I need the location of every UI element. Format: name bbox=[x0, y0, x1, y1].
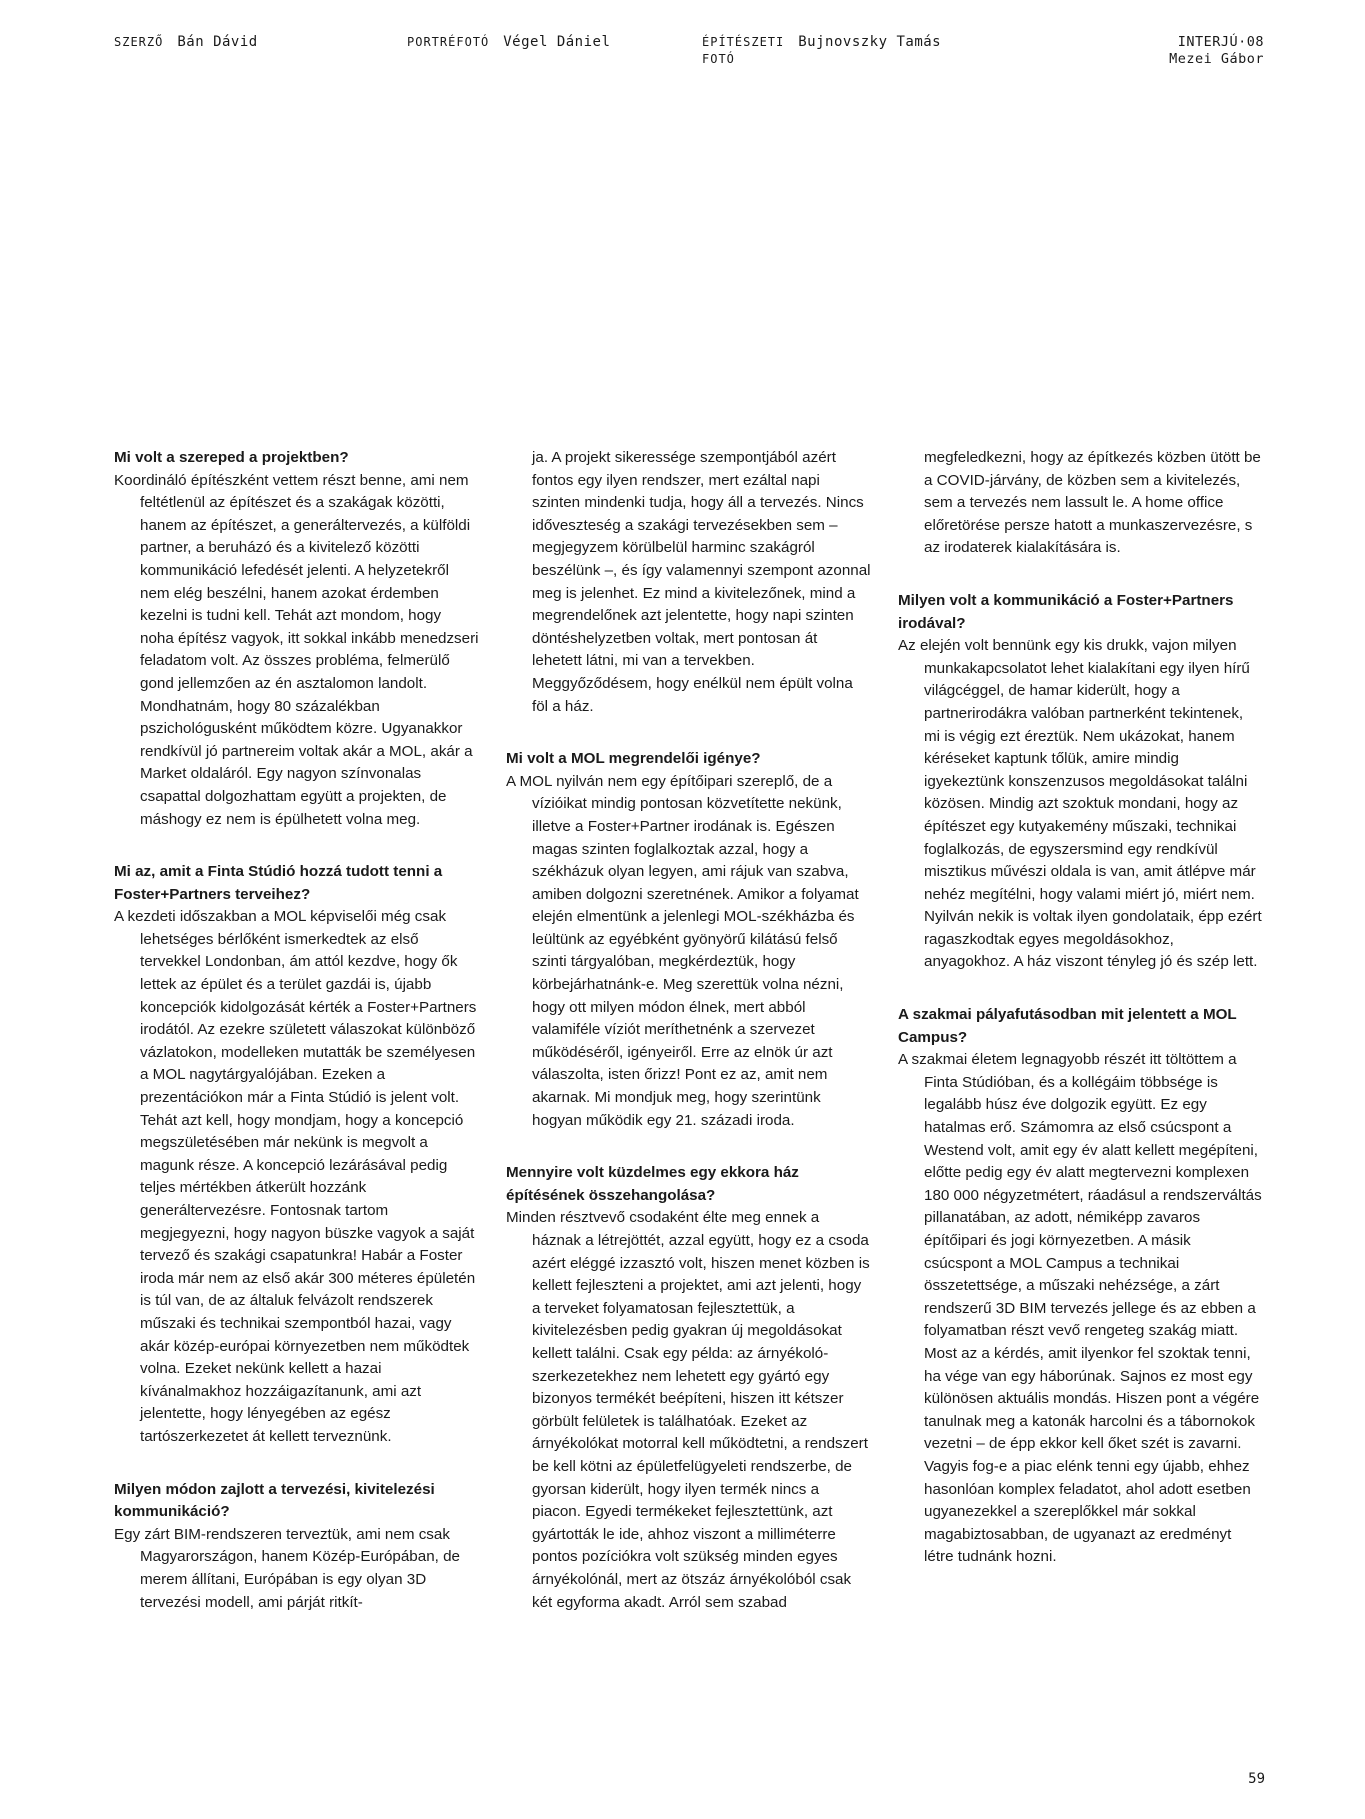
portrait-name: Végel Dániel bbox=[503, 34, 611, 50]
page-number: 59 bbox=[1248, 1771, 1265, 1787]
question-heading: Mi az, amit a Finta Stúdió hozzá tudott tenni a Foster+Partners terveihez? bbox=[114, 863, 443, 903]
answer-paragraph: Egy zárt BIM-rendszeren terveztük, ami nem csak Magyarországon, hanem Közép-Európában, de merem állítani, Európában is egy olyan 3D tervezési modell, ami párját ritkít- bbox=[114, 1525, 460, 1611]
text-column-2 bbox=[506, 447, 871, 1614]
portrait-credit bbox=[407, 34, 610, 51]
question-heading: Milyen volt a kommunikáció a Foster+Partners irodával? bbox=[898, 591, 1234, 632]
question-heading: Mi volt a MOL megrendelői igénye? bbox=[506, 750, 761, 768]
question-heading: Mi volt a szereped a projektben? bbox=[114, 449, 349, 466]
text-column-3 bbox=[898, 447, 1263, 1569]
architecture-photo-label bbox=[702, 34, 784, 68]
answer-paragraph: Minden résztvevő csodaként élte meg ennek a háznak a létrejöttét, azzal együtt, hogy ez a csoda azért eléggé izzasztó volt, hiszen menet közben is kellett fejleszteni a projektet, ami azt jelenti, hogy a terveket folyamatosan fejlesztettük, a kivitelezésben pedig gyakran új megoldásokat kellett találni. Csak egy példa: az árnyékoló-szerkezetekhez nem lehetett egy gyártó egy bizonyos termékét beépíteni, hiszen itt kétszer görbült felületek is találhatóak. Ezeket az árnyékolókat motorral kell működtetni, a rendszert be kell kötni az épületfelügyeleti rendszerbe, de gyorsan kiderült, hogy ilyen termék nincs a piacon. Egyedi termékeket fejlesztettünk, azt gyártották le ide, ahhoz viszont a milliméterre pontos pozíciókra volt szükség minden egyes árnyékolónál, mert az ötszáz árnyékolóból csak két egyforma akadt. Arról sem szabad bbox=[506, 1209, 870, 1611]
section-label bbox=[1169, 34, 1264, 68]
answer-paragraph-continued: megfeledkezni, hogy az építkezés közben ütött be a COVID-járvány, de közben sem a kivitelezés, sem a tervezés nem lassult le. A home office előretörése persze hatott a munkaszervezésre, s az irodaterek kialakítására is. bbox=[924, 449, 1261, 557]
architecture-photo-label-line2: FOTÓ bbox=[702, 52, 735, 66]
architecture-photo-name: Bujnovszky Tamás bbox=[798, 34, 942, 50]
section-number: INTERJÚ·08 bbox=[1177, 34, 1264, 50]
portrait-label: PORTRÉFOTÓ bbox=[407, 35, 490, 49]
answer-paragraph: Az elején volt bennünk egy kis drukk, vajon milyen munkakapcsolatot lehet kialakítani egy ilyen hírű világcéggel, de hamar kiderült, hogy a partnerirodákra valóban partnerként tekintenek, mi is végig ezt éreztük. Nem ukázokat, hanem kéréseket kaptunk tőlük, amire mindig igyekeztünk konszenzusos megoldásokat találni közösen. Mindig azt szoktuk mondani, hogy az építészet egy kutyakemény műszaki, technikai foglalkozás, de egyszersmind egy rendkívül misztikus művészi oldala is van, amit átlépve már nehéz megítélni, hogy valami miért jó, miért nem. Nyilván nekik is voltak ilyen gondolataik, épp ezért ragaszkodtak egyes megoldásokhoz, anyagokhoz. A ház viszont tényleg jó és szép lett. bbox=[898, 637, 1262, 971]
question-heading: A szakmai pályafutásodban mit jelentett a MOL Campus? bbox=[898, 1006, 1237, 1046]
answer-paragraph: Koordináló építészként vettem részt benne, ami nem feltétlenül az építészet és a szakágak közötti, hanem az építészet, a generáltervezés, a külföldi partner, a beruházó és a kivitelező közötti kommunikáció lefedését jelenti. A helyzetekről nem elég beszélni, hanem azokat érdemben kezelni is tudni kell. Tehát azt mondom, hogy noha építész vagyok, itt sokkal inkább menedzseri feladatom volt. Az összes probléma, felmerülő gond jellemzően az én asztalomon landolt. Mondhatnám, hogy 80 százalékban pszichológusként működtem közre. Ugyanakkor rendkívül jó partnereim voltak akár a MOL, akár a Market oldaláról. Egy nagyon színvonalas csapattal dolgozhattam együtt a projekten, de máshogy ez nem is épülhetett volna meg. bbox=[114, 471, 479, 828]
author-name: Bán Dávid bbox=[177, 34, 258, 50]
interviewee-name: Mezei Gábor bbox=[1169, 51, 1264, 67]
architecture-photo-label-line1: ÉPÍTÉSZETI bbox=[702, 35, 785, 49]
answer-paragraph-continued: ja. A projekt sikeressége szempontjából azért fontos egy ilyen rendszer, mert ezáltal napi szinten mindenki tudja, hogy áll a tervezés. Nincs időveszteség a szakági tervezésekben sem – megjegyzem körülbelül harminc szakágról beszélünk –, és így valamennyi szempont azonnal meg is jelenhet. Ez mind a kivitelezőnek, mind a megrendelőnek azt jelentette, hogy napi szinten döntéshelyzetben voltak, mert pontosan át lehetett látni, mi van a tervekben. Meggyőződésem, hogy enélkül nem épült volna föl a ház. bbox=[532, 449, 871, 715]
question-heading: Mennyire volt küzdelmes egy ekkora ház építésének összehangolása? bbox=[506, 1164, 799, 1204]
page-header bbox=[114, 34, 1264, 74]
architecture-photo-credit bbox=[702, 34, 941, 68]
author-label: SZERZŐ bbox=[114, 35, 164, 49]
answer-paragraph: A MOL nyilván nem egy építőipari szereplő, de a vízióikat mindig pontosan közvetítette nekünk, illetve a Foster+Partner irodának is. Egészen magas szinten foglalkoztak azzal, hogy a székházuk olyan legyen, ami rájuk van szabva, amiben dolgozni szeretnének. Amikor a folyamat elején elmentünk a jelenlegi MOL-székházba és leültünk az egyébként gyönyörű kilátású felső szinti tárgyalóban, megkérdeztük, hogy körbejárhatnánk-e. Meg szerettük volna nézni, hogy ott milyen módon élnek, mert abból valamiféle víziót meríthetnénk a szervezet működéséről, igényeiről. Erre az elnök úr azt válaszolta, isten őrizz! Pont ez az, amit nem akarnak. Mi mondjuk meg, hogy szerintünk hogyan működik egy 21. századi iroda. bbox=[506, 772, 859, 1129]
answer-paragraph: A szakmai életem legnagyobb részét itt töltöttem a Finta Stúdióban, és a kollégáim többsége is legalább húsz éve dolgozik együtt. Ez egy hatalmas erő. Számomra az első csúcspont a Westend volt, amit egy év alatt kellett megépíteni, előtte pedig egy év alatt megtervezni komplexen 180 000 négyzetmétert, ráadásul a rendszerváltás pillanatában, az adott, némiképp zavaros építőipari és jogi környezetben. A másik csúcspont a MOL Campus a technikai összetettsége, a műszaki nehézsége, a zárt rendszerű 3D BIM tervezés jellege és az ebben a folyamatban részt vevő rengeteg szakág miatt. Most az a kérdés, amit ilyenkor fel szoktak tenni, ha vége van egy háborúnak. Sajnos ez most egy különösen aktuális mondás. Hiszen pont a végére tanulnak meg a katonák harcolni és a tábornokok vezetni – de épp ekkor kell őket szét is zavarni. Vagyis fog-e a piac elénk tenni egy újabb, ehhez hasonlóan komplex feladatot, ahol adott esetben ugyanezekkel a szereplőkkel már sokkal magabiztosabban, de ugyanazt az eredményt létre tudnánk hozni. bbox=[898, 1051, 1262, 1566]
author-credit bbox=[114, 34, 258, 51]
text-column-1 bbox=[114, 447, 479, 1614]
answer-paragraph: A kezdeti időszakban a MOL képviselői még csak lehetséges bérlőként ismerkedtek az első tervekkel Londonban, ám attól kezdve, hogy ők lettek az épület és a terület gazdái is, újabb koncepciók kidolgozását kérték a Foster+Partners irodától. Az ezekre született válaszokat különböző vázlatokon, modelleken mutatták be személyesen a MOL nagytárgyalójában. Ezeken a prezentációkon már a Finta Stúdió is jelent volt. Tehát azt kell, hogy mondjam, hogy a koncepció megszületésében már nekünk is megvolt a magunk része. A koncepció lezárásával pedig teljes mértékben átkerült hozzánk generáltervezésre. Fontosnak tartom megjegyezni, hogy nagyon büszke vagyok a saját tervező és szakági csapatunkra! Habár a Foster iroda már nem az első akár 300 méteres épületén is túl van, de az általuk felvázolt rendszerek műszaki és technikai szempontból hazai, vagy akár közép-európai környezetben nem működtek volna. Ezeket nekünk kellett a hazai kívánalmakhoz hozzáigazítanunk, ami azt jelentette, hogy lényegében az egész tartószerkezetet át kellett terveznünk. bbox=[114, 908, 477, 1445]
question-heading: Milyen módon zajlott a tervezési, kivitelezési kommunikáció? bbox=[114, 1480, 435, 1521]
